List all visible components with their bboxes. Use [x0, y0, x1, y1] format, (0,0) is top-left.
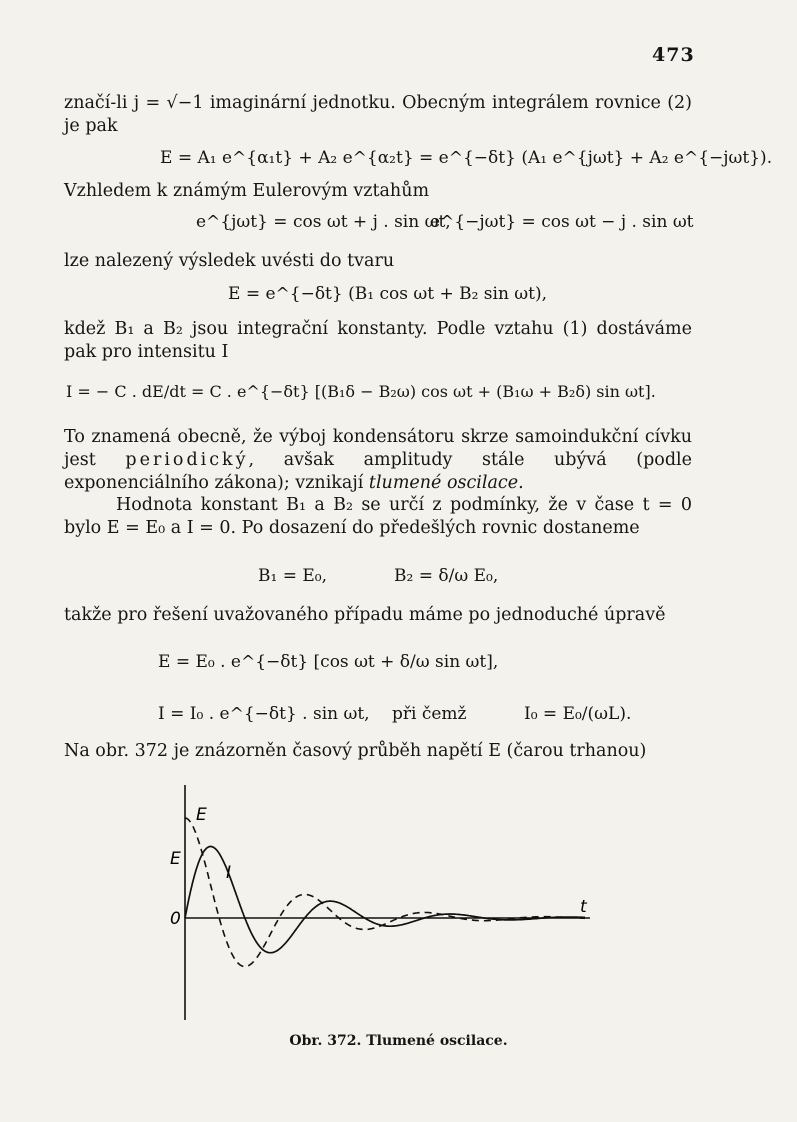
label-E-top: E [196, 805, 207, 825]
equation-euler-a: e^{jωt} = cos ωt + j . sin ωt, [196, 212, 451, 232]
paragraph-4: kdež B₁ a B₂ jsou integrační konstanty. Podle vztahu (1) dostáváme pak pro intensitu I [64, 319, 692, 362]
equation-1: E = A₁ e^{α₁t} + A₂ e^{α₂t} = e^{−δt} (A₁ e^{jωt} + A₂ e^{−jωt}). [160, 148, 773, 168]
label-zero: 0 [170, 909, 181, 929]
paragraph-7: takže pro řešení uvažovaného případu máme po jednoduché úpravě [64, 605, 666, 625]
curve-E-dashed [185, 818, 585, 967]
equation-6: E = E₀ . e^{−δt} [cos ωt + δ/ω sin ωt], [158, 652, 499, 672]
equation-3: E = e^{−δt} (B₁ cos ωt + B₂ sin ωt), [228, 284, 548, 304]
paragraph-2: Vzhledem k známým Eulerovým vztahům [64, 181, 430, 201]
equation-7b: při čemž [392, 704, 467, 724]
equation-euler-b: e^{−jωt} = cos ωt − j . sin ωt [430, 212, 694, 232]
label-E-left: E [170, 849, 181, 869]
figure-caption: Obr. 372. Tlumené oscilace. [289, 1033, 508, 1049]
paragraph-5 [64, 426, 692, 495]
equation-7a: I = I₀ . e^{−δt} . sin ωt, [158, 704, 370, 724]
paragraph-5-text-b: , avšak amplitudy stále ubývá (podle exponenciálního zákona); vznikají [64, 450, 692, 493]
equation-4: I = − C . dE/dt = C . e^{−δt} [(B₁δ − B₂ω) cos ωt + (B₁ω + B₂δ) sin ωt]. [66, 382, 656, 401]
paragraph-3: lze nalezený výsledek uvésti do tvaru [64, 251, 395, 271]
paragraph-5-text-a: To znamená obecně, že výboj kondensátoru skrze samoindukční cívku jest [64, 427, 692, 470]
label-t: t [580, 897, 587, 917]
label-I: I [226, 863, 232, 883]
equation-7c: I₀ = E₀/(ωL). [524, 704, 632, 724]
equation-5b: B₂ = δ/ω E₀, [394, 566, 499, 586]
figure-damped-oscillation [160, 770, 610, 1030]
paragraph-8: Na obr. 372 je znázorněn časový průběh napětí E (čarou trhanou) [64, 741, 647, 761]
equation-5a: B₁ = E₀, [258, 566, 327, 586]
paragraph-5-spaced: periodický [125, 450, 249, 470]
paragraph-6: Hodnota konstant B₁ a B₂ se určí z podmínky, že v čase t = 0 bylo E = E₀ a I = 0. Po dosazení do předešlých rovnic dostaneme [64, 495, 692, 538]
curve-I-solid [185, 847, 585, 953]
page-number: 473 [652, 44, 695, 66]
paragraph-1: značí-li j = √−1 imaginární jednotku. Obecným integrálem rovnice (2) je pak [64, 93, 692, 136]
paragraph-5-italic: tlumené oscilace. [368, 473, 524, 493]
